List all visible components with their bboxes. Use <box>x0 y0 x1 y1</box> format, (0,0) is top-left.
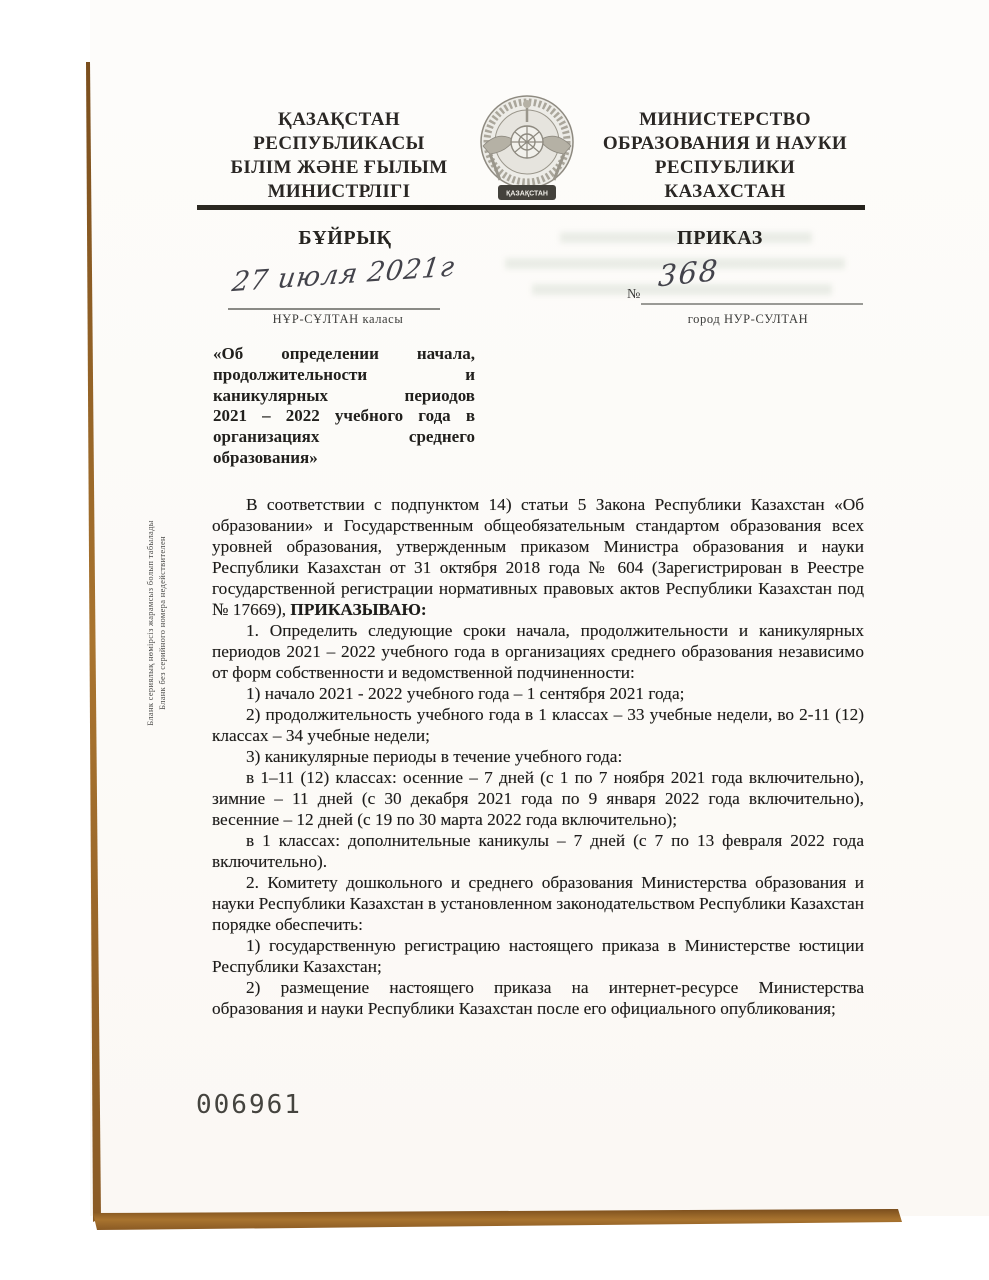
handwritten-order-number: 368 <box>657 252 721 294</box>
body-first-grade-vacation: в 1 классах: дополнительные каникулы – 7 дней (с 7 по 13 февраля 2022 года включительно). <box>212 831 864 871</box>
ministry-name-ru-line: РЕСПУБЛИКИ <box>654 157 796 178</box>
ministry-name-kk <box>203 108 475 204</box>
subject-title-block <box>213 344 475 469</box>
paper-left-edge <box>86 62 101 1222</box>
ministry-name-ru-line: ОБРАЗОВАНИЯ И НАУКИ <box>602 133 848 154</box>
kazakhstan-state-emblem-icon <box>470 90 584 208</box>
ministry-name-kk-line: РЕСПУБЛИКАСЫ <box>253 133 425 154</box>
handwritten-date: 27 июля 2021г <box>230 251 458 299</box>
body-subpoint-1-3: 3) каникулярные периоды в течение учебного года: <box>246 747 623 766</box>
subject-line: «Об определении начала, <box>213 344 475 363</box>
subject-line: организациях среднего <box>213 427 475 447</box>
body-subpoint-2-1: 1) государственную регистрацию настоящего приказа в Министерстве юстиции Республики Казахстан; <box>212 936 864 976</box>
ministry-name-kk-line: МИНИСТРЛІГІ <box>267 181 411 202</box>
body-subpoint-1-2: 2) продолжительность учебного года в 1 классах – 33 учебные недели, во 2-11 (12) классах – 34 учебные недели; <box>212 705 864 745</box>
place-name-ru: город НУР-СУЛТАН <box>687 312 809 326</box>
subject-line: образования» <box>213 447 318 467</box>
body-paragraph-point1: 1. Определить следующие сроки начала, продолжительности и каникулярных периодов 2021 – 2022 учебного года в организациях среднего образования независимо от форм собственности и ведомственной подчиненности: <box>212 621 864 682</box>
ministry-name-ru-line: КАЗАХСТАН <box>664 181 786 202</box>
order-heading-ru: ПРИКАЗ <box>677 227 763 249</box>
number-sign-label: № <box>627 287 641 302</box>
ministry-name-kk-line: ҚАЗАҚСТАН <box>277 109 401 130</box>
body-paragraph-point2: 2. Комитету дошкольного и среднего образования Министерства образования и науки Республики Казахстан в установленном законодательством Республики Казахстан порядке обеспечить: <box>212 873 864 934</box>
header-divider-rule <box>197 205 865 210</box>
side-note-line-ru: Бланк без серийного номера недействителен <box>157 536 167 710</box>
ministry-name-ru-line: МИНИСТЕРСТВО <box>639 109 811 130</box>
subject-line: каникулярных периодов <box>213 385 475 405</box>
side-note-vertical <box>144 503 174 743</box>
number-underline <box>641 303 863 305</box>
paper-bottom-edge <box>93 1209 902 1230</box>
serial-number: 006961 <box>196 1090 302 1120</box>
side-note-line-kk: Бланк сериялық нөмірсіз жарамсыз болып табылады <box>145 520 155 726</box>
subject-line: продолжительности и <box>213 364 475 384</box>
place-name-kk: НҰР-СҰЛТАН каласы <box>272 312 404 326</box>
order-heading-kk: БҰЙРЫҚ <box>298 227 392 249</box>
ministry-name-kk-line: БІЛІМ ЖӘНЕ ҒЫЛЫМ <box>230 157 448 178</box>
body-subpoint-2-2: 2) размещение настоящего приказа на интернет-ресурсе Министерства образования и науки Республики Казахстан после его официального опубликования; <box>212 978 864 1018</box>
order-verb-bold: ПРИКАЗЫВАЮ: <box>290 600 427 619</box>
emblem-banner-text: ҚАЗАҚСТАН <box>506 190 548 198</box>
body-subpoint-1-1: 1) начало 2021 - 2022 учебного года – 1 сентября 2021 года; <box>246 684 685 703</box>
subject-line: 2021 – 2022 учебного года в <box>213 406 475 426</box>
ministry-name-ru <box>583 108 867 204</box>
body-paragraph-preamble: В соответствии с подпунктом 14) статьи 5 Закона Республики Казахстан «Об образовании» и Государственным общеобязательным стандартом образования всех уровней образования, утвержденным приказом Министра образования и науки Республики Казахстан от 31 октября 2018 года № 604 (Зарегистрирован в Реестре государственной регистрации нормативных правовых актов Республики Казахстан под № 17669), ПРИКАЗЫВАЮ: <box>212 495 864 619</box>
body-vacation-periods: в 1–11 (12) классах: осенние – 7 дней (с 1 по 7 ноября 2021 года включительно), зимние – 11 дней (с 30 декабря 2021 года по 9 января 2022 года включительно), весенние – 12 дней (с 19 по 30 марта 2022 года включительно); <box>212 768 864 829</box>
order-body-text <box>212 494 864 1019</box>
date-underline <box>228 308 440 310</box>
